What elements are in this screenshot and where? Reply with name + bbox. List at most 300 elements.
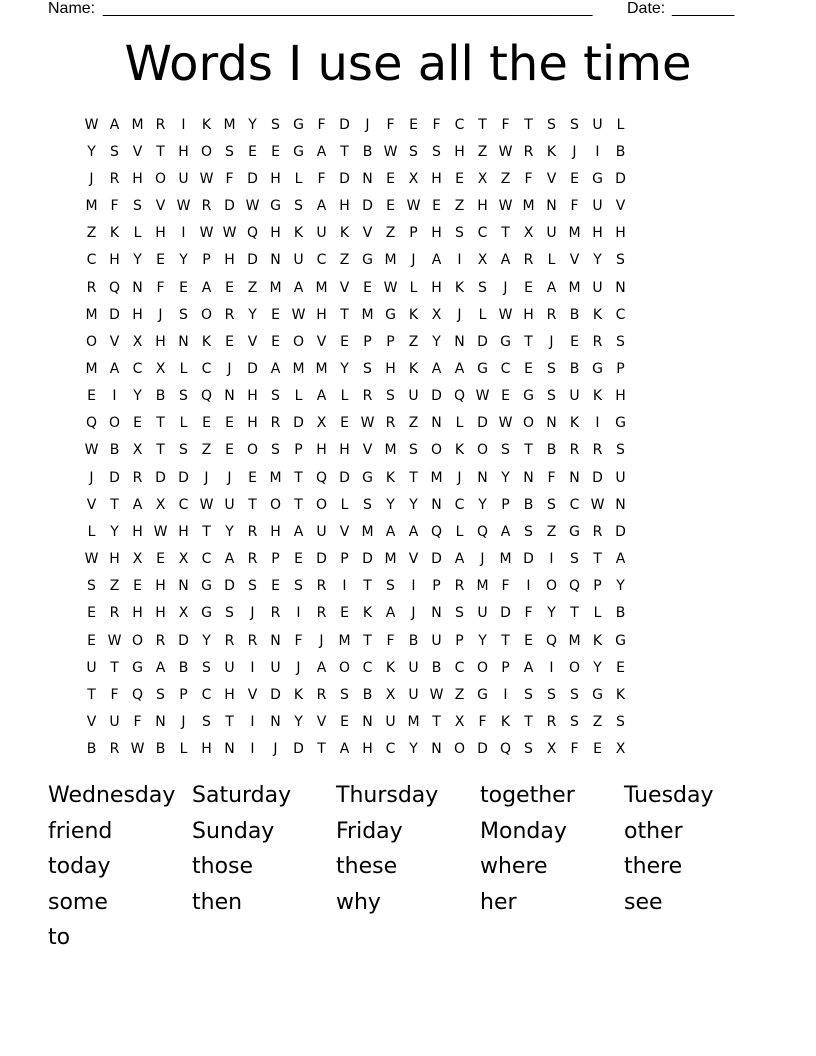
grid-letter: Y	[225, 523, 234, 540]
grid-row	[80, 518, 740, 545]
grid-letter: Q	[430, 523, 443, 540]
page-title: Words I use all the time	[124, 36, 692, 92]
grid-letter: J	[365, 116, 370, 133]
grid-letter: T	[363, 632, 372, 649]
grid-letter: W	[475, 388, 490, 405]
grid-letter: Q	[131, 686, 144, 703]
grid-letter: K	[408, 360, 419, 377]
grid-letter: W	[84, 551, 99, 568]
grid-letter: L	[547, 252, 556, 269]
grid-letter: Z	[247, 279, 258, 296]
grid-letter: T	[156, 442, 165, 459]
grid-letter: H	[270, 523, 281, 540]
grid-letter: S	[386, 388, 395, 405]
grid-letter: A	[454, 360, 465, 377]
grid-letter: G	[592, 170, 603, 187]
grid-letter: Z	[454, 686, 465, 703]
word-list-item: Wednesday	[48, 783, 176, 808]
word-list-item: to	[48, 925, 71, 950]
grid-letter: J	[503, 279, 508, 296]
grid-letter: L	[87, 523, 96, 540]
grid-letter: X	[477, 252, 488, 269]
grid-letter: N	[431, 415, 442, 432]
grid-letter: P	[386, 333, 395, 350]
grid-row	[80, 355, 740, 382]
grid-letter: Z	[109, 578, 120, 595]
grid-letter: Y	[294, 714, 303, 731]
grid-letter: Y	[248, 116, 257, 133]
grid-letter: L	[294, 388, 303, 405]
grid-letter: L	[478, 306, 487, 323]
grid-letter: X	[178, 605, 189, 622]
grid-letter: Z	[408, 333, 419, 350]
grid-letter: K	[569, 415, 580, 432]
grid-letter: R	[316, 605, 327, 622]
grid-letter: Y	[478, 496, 487, 513]
grid-row	[80, 328, 740, 355]
grid-letter: H	[615, 225, 626, 242]
grid-letter: M	[568, 632, 581, 649]
grid-letter: R	[132, 469, 143, 486]
grid-letter: X	[132, 551, 143, 568]
grid-letter: P	[271, 551, 280, 568]
grid-letter: S	[616, 442, 625, 459]
grid-letter: N	[178, 578, 189, 595]
grid-letter: R	[109, 170, 120, 187]
grid-letter: Z	[86, 225, 97, 242]
grid-letter: A	[431, 252, 442, 269]
grid-letter: K	[362, 605, 373, 622]
grid-letter: S	[432, 143, 441, 160]
grid-letter: H	[454, 143, 465, 160]
grid-letter: C	[201, 686, 212, 703]
grid-letter: Z	[477, 143, 488, 160]
grid-letter: I	[250, 659, 255, 676]
word-list-item: those	[192, 854, 254, 879]
grid-letter: N	[546, 198, 557, 215]
grid-letter: P	[340, 551, 349, 568]
grid-letter: X	[523, 225, 534, 242]
grid-letter: B	[362, 686, 373, 703]
grid-letter: T	[156, 415, 165, 432]
grid-letter: M	[384, 442, 397, 459]
grid-letter: Z	[339, 252, 350, 269]
grid-letter: I	[250, 741, 255, 758]
grid-letter: Y	[409, 496, 418, 513]
grid-letter: H	[109, 551, 120, 568]
grid-letter: O	[315, 496, 328, 513]
grid-letter: C	[132, 360, 143, 377]
grid-letter: M	[131, 116, 144, 133]
grid-letter: A	[316, 143, 327, 160]
grid-letter: M	[361, 306, 374, 323]
grid-letter: O	[338, 659, 351, 676]
grid-letter: O	[154, 170, 167, 187]
grid-row	[80, 383, 740, 410]
grid-letter: A	[454, 551, 465, 568]
grid-letter: H	[523, 306, 534, 323]
grid-letter: K	[293, 225, 304, 242]
grid-letter: M	[407, 714, 420, 731]
grid-letter: R	[247, 551, 258, 568]
grid-row	[80, 708, 740, 735]
grid-letter: D	[339, 116, 350, 133]
grid-letter: H	[339, 198, 350, 215]
grid-letter: W	[383, 279, 398, 296]
grid-letter: F	[133, 714, 142, 731]
grid-letter: S	[524, 686, 533, 703]
grid-letter: I	[457, 252, 462, 269]
grid-letter: S	[202, 714, 211, 731]
grid-letter: Y	[386, 496, 395, 513]
grid-letter: U	[293, 252, 304, 269]
grid-row	[80, 437, 740, 464]
grid-letter: Y	[340, 360, 349, 377]
grid-letter: U	[592, 116, 603, 133]
grid-letter: E	[133, 578, 142, 595]
grid-letter: W	[291, 306, 306, 323]
grid-letter: F	[524, 170, 533, 187]
grid-letter: D	[270, 686, 281, 703]
grid-letter: F	[156, 279, 165, 296]
grid-letter: A	[615, 551, 626, 568]
grid-letter: L	[340, 388, 349, 405]
grid-letter: E	[248, 143, 257, 160]
grid-letter: U	[224, 659, 235, 676]
grid-letter: U	[592, 279, 603, 296]
grid-letter: G	[500, 333, 511, 350]
grid-letter: G	[592, 686, 603, 703]
grid-letter: Q	[476, 523, 489, 540]
grid-letter: B	[109, 442, 120, 459]
grid-letter: N	[270, 632, 281, 649]
grid-letter: B	[546, 442, 557, 459]
grid-letter: R	[270, 415, 281, 432]
grid-letter: M	[315, 279, 328, 296]
grid-letter: K	[385, 659, 396, 676]
grid-letter: J	[411, 252, 416, 269]
grid-letter: D	[109, 306, 120, 323]
grid-letter: A	[408, 523, 419, 540]
grid-letter: T	[570, 605, 579, 622]
grid-letter: B	[523, 496, 534, 513]
grid-letter: E	[340, 605, 349, 622]
grid-letter: T	[340, 306, 349, 323]
grid-letter: W	[130, 741, 145, 758]
grid-letter: T	[524, 116, 533, 133]
grid-letter: S	[248, 578, 257, 595]
grid-letter: T	[409, 469, 418, 486]
grid-letter: I	[342, 578, 347, 595]
grid-letter: N	[132, 279, 143, 296]
grid-letter: E	[87, 632, 96, 649]
grid-letter: P	[593, 578, 602, 595]
grid-letter: Y	[593, 659, 602, 676]
grid-letter: W	[199, 496, 214, 513]
grid-letter: A	[316, 659, 327, 676]
grid-letter: W	[84, 442, 99, 459]
grid-letter: B	[155, 388, 166, 405]
word-list	[48, 778, 768, 956]
grid-letter: K	[546, 143, 557, 160]
grid-letter: D	[293, 741, 304, 758]
grid-letter: S	[455, 605, 464, 622]
grid-letter: S	[225, 605, 234, 622]
grid-letter: H	[431, 225, 442, 242]
grid-letter: N	[362, 170, 373, 187]
grid-letter: S	[570, 714, 579, 731]
grid-letter: D	[316, 551, 327, 568]
grid-letter: J	[204, 469, 209, 486]
grid-letter: A	[500, 523, 511, 540]
grid-letter: Y	[432, 333, 441, 350]
grid-letter: O	[453, 741, 466, 758]
grid-letter: R	[247, 523, 258, 540]
grid-letter: T	[524, 333, 533, 350]
grid-letter: Q	[315, 469, 328, 486]
grid-letter: G	[270, 198, 281, 215]
name-field: _______________________________________________________	[103, 0, 593, 17]
grid-letter: A	[293, 523, 304, 540]
grid-letter: T	[294, 496, 303, 513]
grid-letter: C	[500, 360, 511, 377]
grid-letter: H	[224, 252, 235, 269]
grid-letter: L	[455, 415, 464, 432]
grid-letter: R	[201, 198, 212, 215]
grid-letter: X	[132, 333, 143, 350]
grid-letter: R	[546, 306, 557, 323]
grid-letter: P	[363, 333, 372, 350]
grid-letter: R	[86, 279, 97, 296]
grid-letter: T	[363, 578, 372, 595]
grid-letter: R	[385, 415, 396, 432]
word-list-item: other	[624, 818, 683, 844]
grid-letter: G	[477, 360, 488, 377]
grid-letter: D	[523, 551, 534, 568]
grid-letter: Q	[499, 741, 512, 758]
grid-letter: S	[363, 360, 372, 377]
grid-letter: A	[316, 388, 327, 405]
grid-letter: D	[615, 523, 626, 540]
grid-letter: O	[200, 306, 213, 323]
grid-letter: P	[455, 632, 464, 649]
grid-letter: G	[569, 523, 580, 540]
grid-letter: A	[431, 360, 442, 377]
grid-letter: S	[547, 116, 556, 133]
grid-letter: I	[250, 714, 255, 731]
grid-letter: U	[86, 659, 97, 676]
grid-letter: Y	[202, 632, 211, 649]
grid-letter: H	[132, 306, 143, 323]
grid-letter: H	[178, 523, 189, 540]
grid-letter: Z	[546, 523, 557, 540]
grid-letter: F	[478, 714, 487, 731]
grid-letter: Y	[593, 252, 602, 269]
grid-letter: E	[455, 170, 464, 187]
grid-letter: V	[339, 523, 350, 540]
grid-letter: E	[225, 333, 234, 350]
grid-letter: R	[569, 442, 580, 459]
grid-letter: Y	[87, 143, 96, 160]
grid-letter: F	[432, 116, 441, 133]
grid-letter: A	[339, 741, 350, 758]
grid-letter: E	[570, 170, 579, 187]
grid-letter: U	[431, 632, 442, 649]
grid-letter: C	[454, 659, 465, 676]
grid-letter: T	[593, 551, 602, 568]
grid-letter: I	[411, 578, 416, 595]
grid-letter: N	[362, 714, 373, 731]
grid-letter: H	[178, 143, 189, 160]
grid-letter: N	[270, 252, 281, 269]
word-list-item: Tuesday	[624, 783, 714, 808]
grid-letter: Y	[110, 523, 119, 540]
grid-letter: D	[362, 551, 373, 568]
grid-letter: J	[89, 469, 94, 486]
grid-letter: X	[385, 686, 396, 703]
grid-letter: E	[340, 415, 349, 432]
grid-letter: L	[616, 116, 625, 133]
grid-letter: Z	[454, 198, 465, 215]
grid-letter: J	[250, 605, 255, 622]
grid-letter: V	[316, 333, 327, 350]
grid-letter: T	[156, 143, 165, 160]
grid-letter: E	[271, 143, 280, 160]
grid-letter: Z	[592, 714, 603, 731]
grid-letter: Z	[385, 225, 396, 242]
grid-letter: F	[317, 170, 326, 187]
grid-letter: W	[406, 198, 421, 215]
grid-letter: E	[432, 198, 441, 215]
grid-letter: G	[615, 632, 626, 649]
grid-letter: N	[477, 469, 488, 486]
grid-letter: G	[132, 659, 143, 676]
grid-letter: R	[523, 252, 534, 269]
grid-letter: T	[294, 469, 303, 486]
word-list-item: then	[192, 889, 243, 915]
grid-letter: H	[132, 605, 143, 622]
grid-letter: J	[158, 306, 163, 323]
grid-letter: T	[202, 523, 211, 540]
grid-letter: A	[316, 198, 327, 215]
grid-row	[80, 464, 740, 491]
grid-letter: U	[408, 388, 419, 405]
grid-letter: S	[179, 306, 188, 323]
grid-letter: I	[549, 551, 554, 568]
grid-letter: S	[570, 551, 579, 568]
grid-letter: J	[411, 605, 416, 622]
grid-letter: E	[524, 279, 533, 296]
grid-letter: K	[385, 469, 396, 486]
grid-letter: J	[296, 659, 301, 676]
grid-letter: F	[110, 198, 119, 215]
grid-letter: M	[384, 252, 397, 269]
grid-letter: D	[339, 469, 350, 486]
grid-letter: Y	[409, 741, 418, 758]
grid-letter: L	[455, 523, 464, 540]
grid-letter: C	[454, 496, 465, 513]
grid-letter: S	[271, 116, 280, 133]
grid-letter: F	[294, 632, 303, 649]
grid-letter: F	[501, 578, 510, 595]
word-search-grid	[80, 111, 740, 763]
grid-letter: S	[570, 116, 579, 133]
grid-letter: L	[179, 415, 188, 432]
grid-letter: E	[386, 198, 395, 215]
grid-letter: L	[340, 496, 349, 513]
grid-letter: X	[155, 496, 166, 513]
grid-letter: M	[568, 279, 581, 296]
grid-letter: R	[523, 143, 534, 160]
grid-letter: A	[155, 659, 166, 676]
grid-letter: M	[338, 632, 351, 649]
grid-letter: P	[501, 659, 510, 676]
grid-letter: R	[592, 333, 603, 350]
grid-row	[80, 301, 740, 328]
grid-letter: K	[201, 333, 212, 350]
grid-letter: O	[568, 659, 581, 676]
grid-letter: P	[616, 360, 625, 377]
grid-letter: N	[431, 605, 442, 622]
grid-letter: B	[615, 605, 626, 622]
grid-row	[80, 247, 740, 274]
grid-letter: X	[155, 360, 166, 377]
grid-letter: W	[498, 415, 513, 432]
grid-row	[80, 138, 740, 165]
grid-letter: P	[432, 578, 441, 595]
grid-letter: E	[501, 388, 510, 405]
grid-letter: D	[247, 360, 258, 377]
grid-letter: C	[362, 659, 373, 676]
grid-letter: S	[271, 388, 280, 405]
grid-letter: E	[225, 442, 234, 459]
grid-letter: E	[225, 415, 234, 432]
grid-letter: M	[499, 551, 512, 568]
grid-letter: H	[592, 225, 603, 242]
grid-letter: F	[501, 116, 510, 133]
grid-letter: D	[247, 252, 258, 269]
grid-letter: R	[224, 306, 235, 323]
grid-letter: F	[386, 116, 395, 133]
grid-letter: N	[569, 469, 580, 486]
grid-letter: K	[615, 686, 626, 703]
grid-letter: L	[133, 225, 142, 242]
grid-letter: A	[132, 496, 143, 513]
grid-letter: D	[155, 469, 166, 486]
date-field: _______	[672, 0, 735, 17]
grid-letter: A	[385, 605, 396, 622]
grid-letter: I	[595, 143, 600, 160]
grid-letter: A	[385, 523, 396, 540]
word-list-item: together	[480, 783, 575, 808]
grid-letter: A	[201, 279, 212, 296]
grid-letter: S	[225, 143, 234, 160]
word-list-item: there	[624, 854, 683, 879]
grid-letter: H	[155, 333, 166, 350]
grid-letter: F	[570, 198, 579, 215]
grid-letter: U	[385, 714, 396, 731]
grid-letter: F	[547, 469, 556, 486]
grid-letter: T	[432, 714, 441, 731]
grid-letter: B	[86, 741, 97, 758]
word-list-item: friend	[48, 818, 113, 844]
name-label: Name:	[48, 0, 96, 17]
grid-letter: K	[500, 714, 511, 731]
grid-letter: S	[616, 252, 625, 269]
grid-letter: C	[201, 360, 212, 377]
grid-letter: C	[454, 116, 465, 133]
word-list-item: Saturday	[192, 783, 292, 808]
